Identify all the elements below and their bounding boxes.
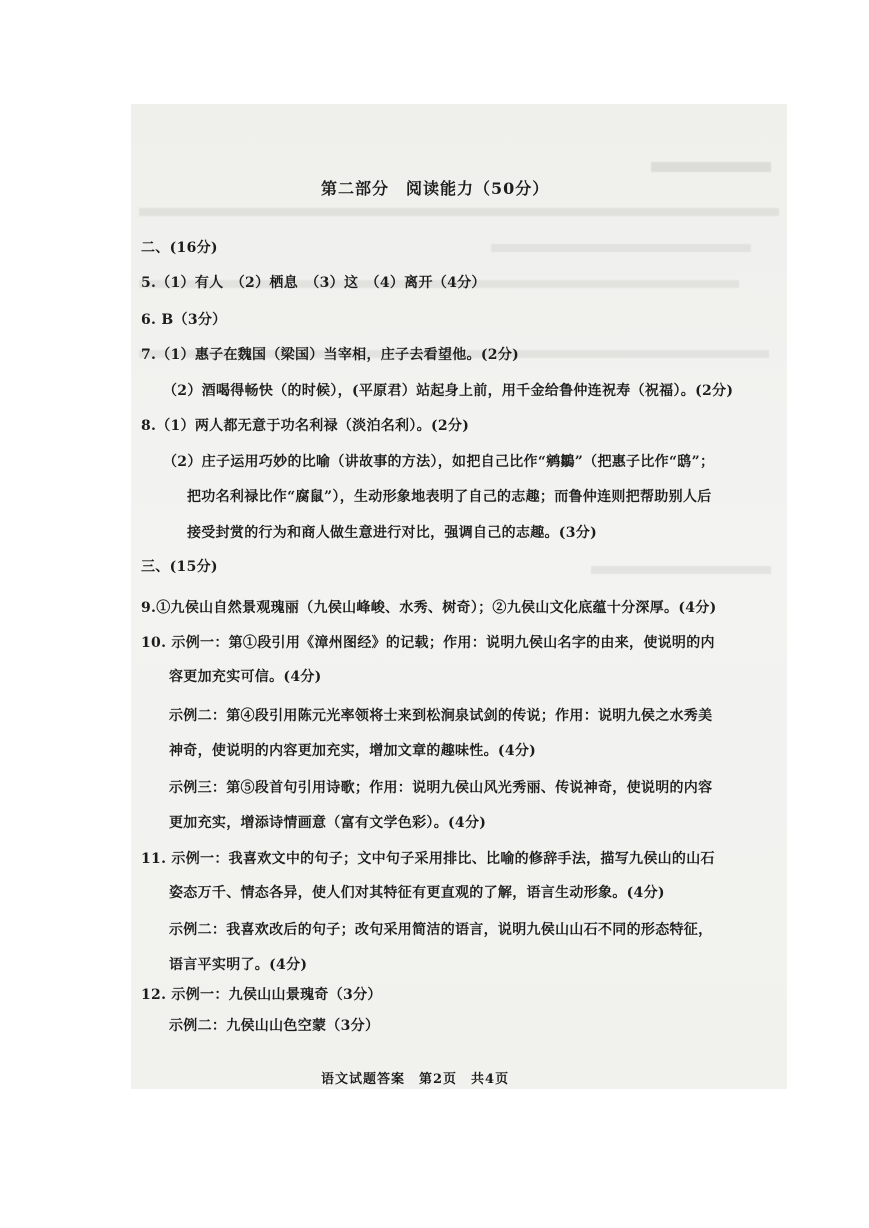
answer-line: 更加充实，增添诗情画意（富有文学色彩）。(4分) — [169, 815, 487, 831]
answer-line: （2）酒喝得畅快（的时候），(平原君）站起身上前，用千金给鲁仲连祝寿（祝福）。(2分) — [163, 383, 734, 399]
page-footer: 语文试题答案 第2页 共4页 — [321, 1072, 510, 1087]
answer-line: 9.①九侯山自然景观瑰丽（九侯山峰峻、水秀、树奇）；②九侯山文化底蕴十分深厚。(4分) — [141, 600, 717, 616]
answer-line: 6. B（3分） — [141, 312, 227, 328]
answer-line: 7.（1）惠子在魏国（梁国）当宰相，庄子去看望他。(2分) — [141, 347, 520, 363]
show-through-texture — [139, 208, 779, 216]
answer-line: 示例二：第④段引用陈元光率领将士来到松涧泉试剑的传说；作用：说明九侯之水秀美 — [169, 708, 713, 724]
show-through-texture — [651, 162, 771, 172]
scanned-answer-sheet — [131, 104, 787, 1089]
answer-line: 容更加充实可信。(4分) — [169, 669, 322, 685]
answer-line: 11. 示例一：我喜欢文中的句子；文中句子采用排比、比喻的修辞手法，描写九侯山的山石 — [141, 851, 715, 867]
answer-line: 示例三：第⑤段首句引用诗歌；作用：说明九侯山风光秀丽、传说神奇，使说明的内容 — [169, 780, 713, 796]
answer-line: 示例二：九侯山山色空蒙（3分） — [169, 1018, 380, 1034]
answer-line: 把功名利禄比作“腐鼠”），生动形象地表明了自己的志趣；而鲁仲连则把帮助别人后 — [187, 489, 712, 505]
answer-line: 接受封赏的行为和商人做生意进行对比，强调自己的志趣。(3分) — [187, 525, 597, 541]
answer-line: 8.（1）两人都无意于功名利禄（淡泊名利）。(2分) — [141, 418, 470, 434]
section-title: 第二部分 阅读能力（50分） — [321, 179, 550, 198]
section-heading: 三、(15分) — [141, 559, 218, 575]
answer-line: 语言平实明了。(4分) — [169, 957, 308, 973]
answer-line: 神奇，使说明的内容更加充实，增加文章的趣味性。(4分) — [169, 743, 537, 759]
answer-line: 12. 示例一：九侯山山景瑰奇（3分） — [141, 987, 382, 1003]
answer-line: 姿态万千、情态各异，使人们对其特征有更直观的了解，语言生动形象。(4分) — [169, 885, 665, 901]
show-through-texture — [591, 566, 771, 574]
answer-line: （2）庄子运用巧妙的比喻（讲故事的方法），如把自己比作“鹓鶵”（把惠子比作“鸱”； — [163, 454, 715, 470]
show-through-texture — [491, 244, 751, 252]
answer-line: 示例二：我喜欢改后的句子；改句采用简洁的语言，说明九侯山山石不同的形态特征， — [169, 922, 713, 938]
answer-line: 10. 示例一：第①段引用《漳州图经》的记载；作用：说明九侯山名字的由来，使说明的内 — [141, 635, 715, 651]
section-heading: 二、(16分) — [141, 240, 218, 256]
answer-line: 5.（1）有人 （2）栖息 （3）这 （4）离开（4分） — [141, 275, 486, 291]
